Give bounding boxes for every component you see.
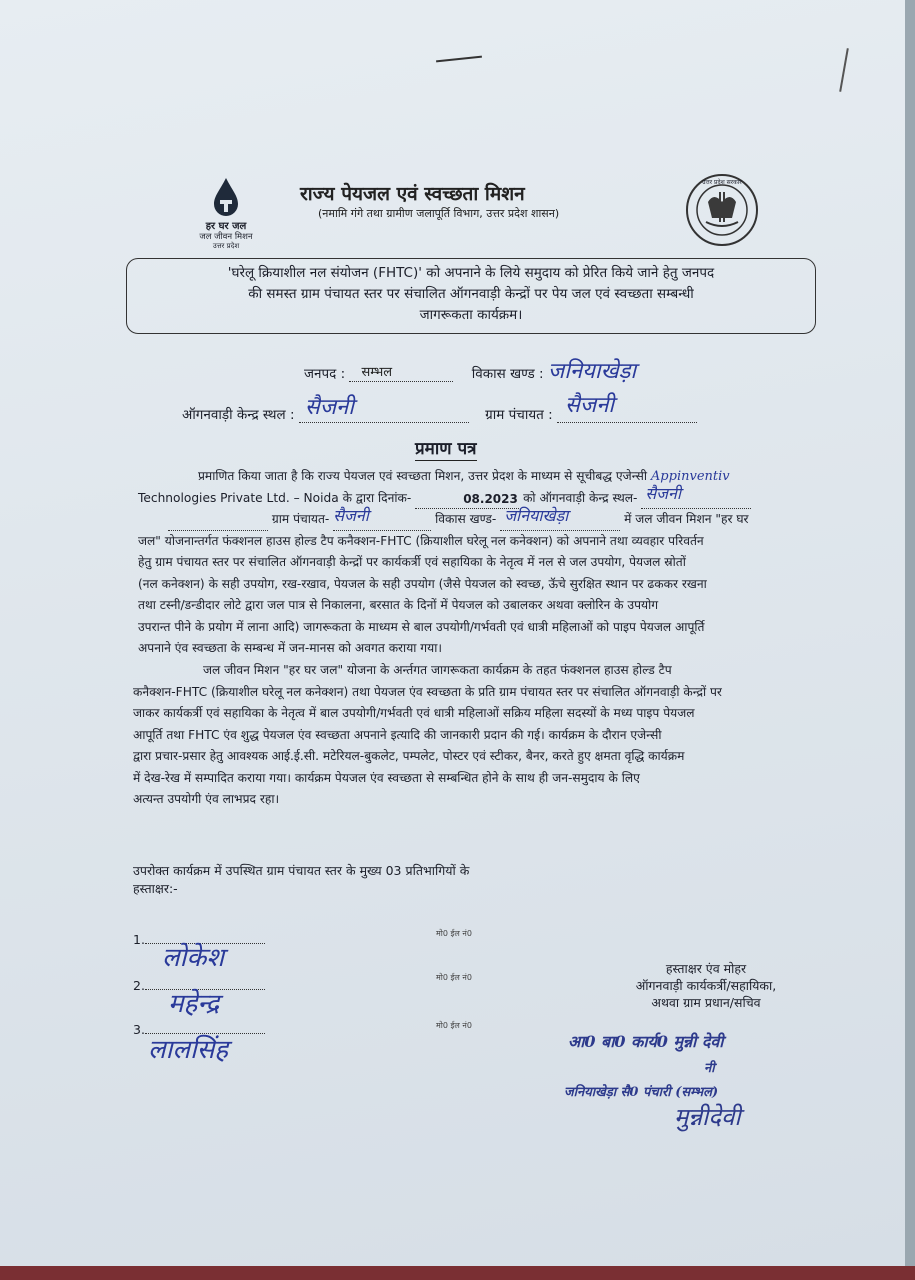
participant-mobile: मो0 ईल नं0 <box>436 973 472 982</box>
leading-dots <box>168 515 268 531</box>
sthal-field <box>641 484 751 509</box>
signatory-line-2: ऑगनवाड़ी कार्यकर्त्री/सहायिका, <box>635 978 777 993</box>
participant-signature: लालसिंह <box>148 1035 229 1065</box>
panchayat-hand: सैजनी <box>333 505 369 525</box>
para1-line-9: अपनाने एंव स्वच्छता के सम्बन्ध में जन-मानस को अवगत कराया गया। <box>138 641 442 655</box>
stamp-line-1: आ0 बा0 कार्य0 मुन्नी देवी <box>568 1032 724 1051</box>
participant-signature: लोकेश <box>162 943 225 973</box>
header-subtitle: (नमामि गंगे तथा ग्रामीण जलापूर्ति विभाग, उत्तर प्रदेश शासन) <box>318 207 560 220</box>
gram-panchayat-field <box>557 393 697 423</box>
vikas-khand-field <box>547 359 686 384</box>
para2-line-7: अत्यन्त उपयोगी एंव लाभप्रद रहा। <box>133 792 280 806</box>
para2-line-3: जाकर कार्यकर्त्री एवं सहायिका के नेतृत्व में बाल उपयोगी/गर्भवती एवं धात्री महिलाओं सक्रिय महिला सदस्यों के मध्य पाइप पेयजल <box>133 706 695 720</box>
background-cloth <box>0 1266 915 1280</box>
participant-num: 1. <box>133 932 145 947</box>
page-edge <box>905 0 915 1280</box>
para2-line-5: द्वारा प्रचार-प्रसार हेतु आवश्यक आई.ई.सी. मटेरियल-बुकलेट, पम्पलेट, पोस्टर एवं स्टीकर, बैनर, करते हुए क्षमता वृद्धि कार्यक्रम <box>133 749 685 763</box>
para2-line-2: कनैक्शन-FHTC (क्रियाशील घरेलू नल कनेक्शन) तथा पेयजल एंव स्वच्छता के प्रति ग्राम पंचायत स्तर पर संचालित ऑगनवाड़ी केन्द्रों पर <box>133 684 722 699</box>
janpad-value: सम्भल <box>361 365 393 380</box>
janpad-label: जनपद : <box>304 366 346 382</box>
pen-mark <box>839 48 849 92</box>
stamp-line-3: जनियाखेड़ा सै0 पंचारी (सम्भल) <box>564 1085 719 1100</box>
para1-line-3a: ग्राम पंचायत- <box>271 512 330 526</box>
anganwadi-value: सैजनी <box>304 395 354 420</box>
para1-line-6: (नल कनेक्शन) के सही उपयोग, रख-रखाव, पेयजल के सही उपयोग (जैसे पेयजल को स्वच्छ, ऊॅचे सुरक्षित स्थान पर ढककर रखना <box>138 576 707 591</box>
khand-field <box>500 505 620 531</box>
para1-line-7: तथा टस्नी/डन्डीदार लोटे द्वारा जल पात्र से निकालना, बरसात के दिनों में पेयजल को उबालकर अथवा क्लोरिन के उपयोग <box>138 598 659 612</box>
para1-line-3c: में जल जीवन मिशन "हर घर <box>624 512 749 526</box>
para1-line-4: जल" योजनान्तर्गत फंक्शनल हाउस होल्ड टैप कनैक्शन-FHTC (क्रियाशील घरेलू नल कनेक्शन) को अपनाने तथा व्यवहार परिवर्तन <box>138 533 704 548</box>
program-date: 08.2023 <box>463 492 518 506</box>
sthal-hand: सैजनी <box>645 484 682 503</box>
header-title: राज्य पेयजल एवं स्वच्छता मिशन <box>300 183 525 205</box>
para1-line-2a: Technologies Private Ltd. – Noida के द्वारा दिनांक- <box>138 490 412 505</box>
water-drop-icon <box>190 176 262 220</box>
signatory-block <box>616 960 796 1011</box>
para1-line-8: उपरान्त पीने के प्रयोग में लाना आदि) जागरूकता के माध्यम से बाल उपयोगी/गर्भवती एवं धात्री महिलाओं को पाइप पेयजल आपूर्ति <box>138 619 705 634</box>
para1-line-5: हेतु ग्राम पंचायत स्तर पर संचालित ऑगनवाड़ी केन्द्रों पर कार्यकर्त्री एवं सहायिका के नेतृत्व में नल से जल उपयोग, पेयजल स्रोतों <box>138 555 686 569</box>
participant-signature: महेन्द्र <box>168 989 220 1019</box>
anganwadi-label: ऑगनवाड़ी केन्द्र स्थल : <box>182 407 295 423</box>
panchayat-field <box>333 505 431 531</box>
para2-line-4: आपूर्ति तथा FHTC एंव शुद्ध पेयजल एंव स्वच्छता अपनाने इत्यादि की जानकारी प्रदान की गई। कार्यक्रम के दौरान एजेन्सी <box>133 727 662 742</box>
khand-hand: जनियाखेड़ा <box>504 505 569 525</box>
certificate-paragraph-2 <box>133 660 833 811</box>
signatory-signature: मुन्नीदेवी <box>674 1103 741 1131</box>
para2-line-1: जल जीवन मिशन "हर घर जल" योजना के अर्न्तगत जागरूकता कार्यक्रम के तहत फंक्शनल हाउस होल्ड टैप <box>203 663 672 677</box>
logo-text-1: हर घर जल <box>205 221 247 232</box>
para1-line-1: प्रमाणित किया जाता है कि राज्य पेयजल एवं स्वच्छता मिशन, उत्तर प्रेदश के माध्यम से सूचीबद्ध एजेन्सी <box>198 469 648 483</box>
participant-mobile: मो0 ईल नं0 <box>436 1021 472 1030</box>
certificate-title: प्रमाण पत्र <box>415 436 477 461</box>
banner-line-3: जागरूकता कार्यक्रम। <box>419 307 523 323</box>
signatory-line-3: अथवा ग्राम प्रधान/सचिव <box>651 995 761 1010</box>
janpad-field <box>349 366 453 382</box>
emblem-text: उत्तर प्रदेश सरकार <box>702 179 742 186</box>
gram-panchayat-label: ग्राम पंचायत : <box>485 407 553 423</box>
agency-name-hand: Appinventiv <box>650 469 730 484</box>
participant-mobile: मो0 ईल नं0 <box>436 929 472 938</box>
up-govt-emblem <box>684 172 760 248</box>
janpad-row <box>304 359 686 384</box>
gram-panchayat-value: सैजनी <box>565 393 615 418</box>
pen-mark <box>436 56 482 63</box>
participant-num: 2. <box>133 978 145 993</box>
banner-line-2: की समस्त ग्राम पंचायत स्तर पर संचालित ऑगनवाड़ी केन्द्रों पर पेय जल एवं स्वच्छता सम्बन्धी <box>248 286 694 302</box>
program-banner <box>126 258 816 334</box>
para1-line-3b: विकास खण्ड- <box>435 512 497 526</box>
anganwadi-row <box>182 393 697 423</box>
banner-line-1: 'घरेलू क्रियाशील नल संयोजन (FHTC)' को अपनाने के लिये समुदाय को प्रेरित किये जाने हेतु जनपद <box>227 265 715 281</box>
vikas-khand-value: जनियाखेड़ा <box>547 359 637 384</box>
logo-text-3: उत्तर प्रदेश <box>212 242 240 250</box>
har-ghar-jal-logo <box>190 176 262 252</box>
para1-line-2b: को ऑगनवाड़ी केन्द्र स्थल- <box>523 490 638 505</box>
anganwadi-field <box>299 395 469 423</box>
stamp-line-2: नी <box>704 1061 715 1076</box>
participants-sign-label: हस्ताक्षर:- <box>133 881 178 896</box>
para2-line-6: में देख-रेख में सम्पादित कराया गया। कार्यक्रम पेयजल एंव स्वच्छता से सम्बन्धित होने के साथ ही जन-समुदाय के लिए <box>133 770 640 785</box>
vikas-khand-label: विकास खण्ड : <box>471 366 544 382</box>
participant-num: 3. <box>133 1022 145 1037</box>
logo-text-2: जल जीवन मिशन <box>199 232 253 242</box>
participants-intro: उपरोक्त कार्यक्रम में उपस्थित ग्राम पंचायत स्तर के मुख्य 03 प्रतिभागियों के <box>133 863 470 878</box>
signatory-line-1: हस्ताक्षर एंव मोहर <box>665 961 747 976</box>
certificate-paragraph-1 <box>138 466 830 660</box>
